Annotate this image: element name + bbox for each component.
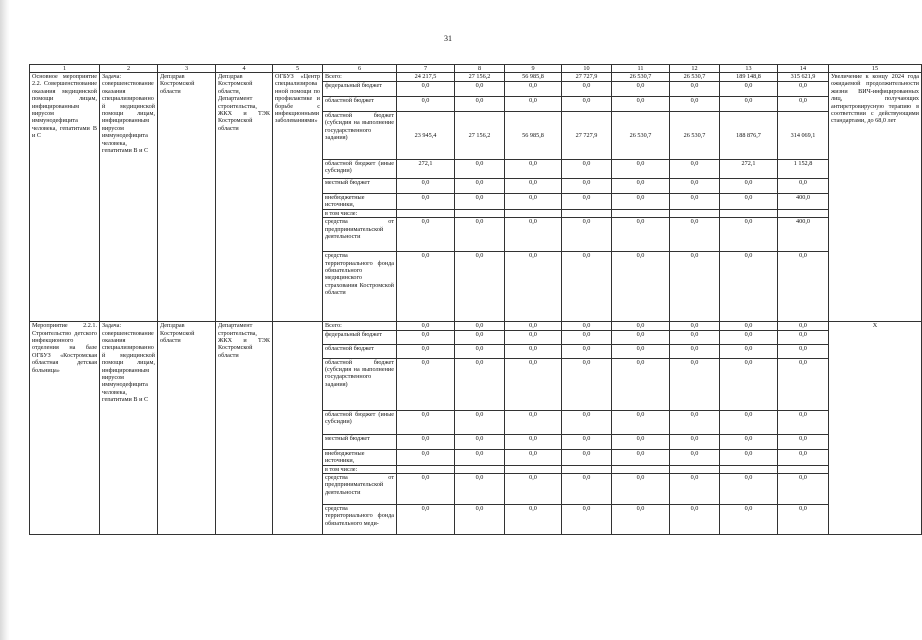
amount-cell: 0,0 — [455, 434, 505, 449]
column-number: 8 — [455, 65, 505, 73]
amount-cell: 0,0 — [778, 505, 829, 535]
amount-cell: 0,0 — [720, 344, 778, 358]
participant-cell: ОГБУЗ «Центр специализированной помощи по профилактике и борьбе с инфекционными заболеваниями» — [273, 73, 323, 322]
amount-cell: 0,0 — [612, 505, 670, 535]
amount-cell: 0,0 — [397, 218, 455, 252]
amount-cell: 0,0 — [670, 179, 720, 194]
customer-cell: Депздрав Костромской области — [158, 322, 216, 535]
amount-cell: 0,0 — [612, 449, 670, 465]
amount-cell: 0,0 — [455, 505, 505, 535]
amount-cell: 0,0 — [778, 449, 829, 465]
amount-cell: 0,0 — [778, 97, 829, 112]
amount-cell — [612, 465, 670, 473]
amount-cell: 0,0 — [397, 358, 455, 410]
amount-cell: 0,0 — [455, 160, 505, 179]
amount-cell: 0,0 — [562, 330, 612, 344]
funding-source-cell: местный бюджет — [323, 179, 397, 194]
funding-source-cell: Всего: — [323, 73, 397, 82]
amount-cell: 0,0 — [397, 97, 455, 112]
participant-cell — [273, 322, 323, 535]
amount-cell: 0,0 — [778, 344, 829, 358]
amount-cell: 0,0 — [670, 410, 720, 434]
amount-cell: 0,0 — [720, 82, 778, 97]
indicator-cell: Увеличение к концу 2024 года ожидаемой продолжительности жизни ВИЧ-инфицированных лиц, получающих антиретровирусную терапию в соответствии с действующими стандартами, до 68,0 лет — [829, 73, 922, 322]
amount-cell: 0,0 — [612, 322, 670, 330]
amount-cell: 56 985,8 — [505, 112, 562, 160]
amount-cell: 0,0 — [505, 410, 562, 434]
amount-cell: 0,0 — [778, 252, 829, 322]
amount-cell: 0,0 — [505, 194, 562, 210]
column-number: 1 — [30, 65, 100, 73]
amount-cell: 0,0 — [455, 218, 505, 252]
column-number: 15 — [829, 65, 922, 73]
column-number: 6 — [323, 65, 397, 73]
amount-cell: 0,0 — [778, 358, 829, 410]
amount-cell: 0,0 — [778, 322, 829, 330]
amount-cell: 0,0 — [455, 97, 505, 112]
amount-cell — [720, 209, 778, 217]
amount-cell: 0,0 — [505, 330, 562, 344]
amount-cell: 0,0 — [397, 505, 455, 535]
financing-table — [29, 64, 922, 535]
amount-cell: 0,0 — [720, 252, 778, 322]
amount-cell: 0,0 — [778, 330, 829, 344]
amount-cell: 0,0 — [505, 218, 562, 252]
amount-cell: 0,0 — [397, 252, 455, 322]
executor-cell: Депздрав Костромской области, Департамент строительства, ЖКХ и ТЭК Костромской области — [216, 73, 273, 322]
amount-cell: 0,0 — [720, 410, 778, 434]
amount-cell — [778, 209, 829, 217]
amount-cell: 27 727,9 — [562, 112, 612, 160]
amount-cell: 0,0 — [397, 82, 455, 97]
amount-cell: 0,0 — [505, 82, 562, 97]
amount-cell: 0,0 — [397, 322, 455, 330]
amount-cell: 0,0 — [778, 474, 829, 505]
column-number: 7 — [397, 65, 455, 73]
amount-cell: 0,0 — [778, 434, 829, 449]
amount-cell: 0,0 — [562, 449, 612, 465]
amount-cell: 0,0 — [612, 160, 670, 179]
amount-cell: 0,0 — [505, 322, 562, 330]
funding-source-cell: средства территориального фонда обязательного медицинского страхования Костромской области — [323, 252, 397, 322]
amount-cell: 0,0 — [562, 358, 612, 410]
amount-cell: 0,0 — [612, 218, 670, 252]
amount-cell: 0,0 — [720, 449, 778, 465]
amount-cell: 0,0 — [720, 97, 778, 112]
amount-cell: 24 217,5 — [397, 73, 455, 82]
amount-cell: 0,0 — [778, 179, 829, 194]
event-cell: Основное мероприятие 2.2. Совершенствование оказания медицинской помощи лицам, инфицированным вирусом иммунодефицита человека, гепатитами В и С — [30, 73, 100, 322]
amount-cell: 0,0 — [505, 358, 562, 410]
amount-cell: 0,0 — [397, 474, 455, 505]
amount-cell: 0,0 — [720, 474, 778, 505]
amount-cell: 0,0 — [455, 179, 505, 194]
amount-cell: 0,0 — [455, 194, 505, 210]
amount-cell: 27 156,2 — [455, 112, 505, 160]
amount-cell: 0,0 — [455, 330, 505, 344]
amount-cell: 0,0 — [505, 97, 562, 112]
funding-source-cell: федеральный бюджет — [323, 82, 397, 97]
amount-cell: 0,0 — [455, 322, 505, 330]
amount-cell: 0,0 — [778, 410, 829, 434]
amount-cell: 0,0 — [670, 218, 720, 252]
amount-cell: 272,1 — [397, 160, 455, 179]
amount-cell: 0,0 — [562, 218, 612, 252]
amount-cell: 0,0 — [670, 252, 720, 322]
column-number: 9 — [505, 65, 562, 73]
amount-cell: 0,0 — [670, 434, 720, 449]
amount-cell: 0,0 — [455, 474, 505, 505]
amount-cell: 272,1 — [720, 160, 778, 179]
amount-cell: 0,0 — [670, 358, 720, 410]
page-number: 31 — [444, 34, 452, 43]
amount-cell — [670, 209, 720, 217]
amount-cell: 0,0 — [720, 330, 778, 344]
amount-cell: 0,0 — [778, 82, 829, 97]
funding-source-cell: федеральный бюджет — [323, 330, 397, 344]
amount-cell — [562, 465, 612, 473]
table-row — [30, 322, 922, 330]
amount-cell: 0,0 — [455, 252, 505, 322]
amount-cell: 0,0 — [562, 434, 612, 449]
amount-cell: 0,0 — [720, 322, 778, 330]
amount-cell: 0,0 — [455, 410, 505, 434]
amount-cell: 0,0 — [562, 410, 612, 434]
amount-cell: 0,0 — [612, 179, 670, 194]
amount-cell: 0,0 — [720, 358, 778, 410]
scan-edge-shadow — [0, 0, 10, 640]
amount-cell: 0,0 — [670, 330, 720, 344]
table-row — [30, 73, 922, 82]
amount-cell: 26 530,7 — [612, 112, 670, 160]
amount-cell: 26 530,7 — [670, 73, 720, 82]
column-number: 11 — [612, 65, 670, 73]
amount-cell: 0,0 — [612, 330, 670, 344]
amount-cell: 0,0 — [562, 474, 612, 505]
amount-cell: 0,0 — [612, 410, 670, 434]
funding-source-cell: в том числе: — [323, 465, 397, 473]
amount-cell: 0,0 — [505, 474, 562, 505]
event-cell: Мероприятие 2.2.1. Строительство детского инфекционного отделения на базе ОГБУЗ «Костромская областная детская больница» — [30, 322, 100, 535]
amount-cell: 0,0 — [670, 160, 720, 179]
amount-cell: 0,0 — [670, 449, 720, 465]
amount-cell: 0,0 — [397, 434, 455, 449]
amount-cell: 0,0 — [562, 505, 612, 535]
amount-cell — [612, 209, 670, 217]
amount-cell: 0,0 — [562, 97, 612, 112]
amount-cell: 0,0 — [562, 322, 612, 330]
amount-cell: 0,0 — [505, 344, 562, 358]
customer-cell: Депздрав Костромской области — [158, 73, 216, 322]
funding-source-cell: Всего: — [323, 322, 397, 330]
table-body — [30, 65, 922, 535]
amount-cell — [778, 465, 829, 473]
amount-cell: 0,0 — [720, 434, 778, 449]
amount-cell: 0,0 — [562, 82, 612, 97]
amount-cell: 0,0 — [562, 252, 612, 322]
amount-cell: 0,0 — [562, 344, 612, 358]
amount-cell: 0,0 — [505, 252, 562, 322]
amount-cell — [455, 465, 505, 473]
amount-cell: 26 530,7 — [670, 112, 720, 160]
amount-cell: 0,0 — [720, 179, 778, 194]
amount-cell: 0,0 — [397, 179, 455, 194]
amount-cell — [397, 209, 455, 217]
amount-cell: 0,0 — [670, 194, 720, 210]
column-number: 14 — [778, 65, 829, 73]
amount-cell: 189 148,8 — [720, 73, 778, 82]
amount-cell: 0,0 — [397, 449, 455, 465]
amount-cell — [505, 209, 562, 217]
amount-cell: 23 945,4 — [397, 112, 455, 160]
column-numbers-row — [30, 65, 922, 73]
amount-cell: 0,0 — [612, 474, 670, 505]
amount-cell: 400,0 — [778, 194, 829, 210]
amount-cell: 0,0 — [670, 97, 720, 112]
amount-cell: 0,0 — [670, 505, 720, 535]
amount-cell: 0,0 — [505, 449, 562, 465]
amount-cell — [505, 465, 562, 473]
column-number: 2 — [100, 65, 158, 73]
funding-source-cell: средства территориального фонда обязательного меди- — [323, 505, 397, 535]
funding-source-cell: областной бюджет (иные субсидии) — [323, 160, 397, 179]
task-cell: Задача: совершенствование оказания специализированной медицинской помощи лицам, инфицированным вирусом иммунодефицита человека, гепатитами В и С — [100, 322, 158, 535]
amount-cell: 0,0 — [720, 505, 778, 535]
amount-cell: 0,0 — [612, 434, 670, 449]
amount-cell: 0,0 — [612, 97, 670, 112]
amount-cell: 0,0 — [455, 344, 505, 358]
amount-cell — [562, 209, 612, 217]
column-number: 12 — [670, 65, 720, 73]
amount-cell — [455, 209, 505, 217]
executor-cell: Департамент строительства, ЖКХ и ТЭК Костромской области — [216, 322, 273, 535]
amount-cell: 0,0 — [505, 160, 562, 179]
funding-source-cell: областной бюджет (субсидия на выполнение государственного задания) — [323, 358, 397, 410]
funding-source-cell: в том числе: — [323, 209, 397, 217]
amount-cell: 0,0 — [562, 179, 612, 194]
amount-cell: 0,0 — [455, 449, 505, 465]
amount-cell: 0,0 — [562, 160, 612, 179]
amount-cell: 0,0 — [612, 82, 670, 97]
amount-cell: 0,0 — [455, 82, 505, 97]
funding-source-cell: внебюджетные источники, — [323, 194, 397, 210]
column-number: 5 — [273, 65, 323, 73]
funding-source-cell: внебюджетные источники, — [323, 449, 397, 465]
amount-cell: 188 876,7 — [720, 112, 778, 160]
amount-cell: 0,0 — [612, 252, 670, 322]
amount-cell: 0,0 — [612, 194, 670, 210]
amount-cell: 0,0 — [505, 434, 562, 449]
amount-cell: 0,0 — [455, 358, 505, 410]
amount-cell: 1 152,8 — [778, 160, 829, 179]
funding-source-cell: местный бюджет — [323, 434, 397, 449]
amount-cell: 0,0 — [397, 410, 455, 434]
amount-cell: 27 156,2 — [455, 73, 505, 82]
column-number: 10 — [562, 65, 612, 73]
amount-cell: 0,0 — [670, 322, 720, 330]
indicator-cell: Х — [829, 322, 922, 535]
column-number: 3 — [158, 65, 216, 73]
amount-cell: 56 985,8 — [505, 73, 562, 82]
amount-cell: 0,0 — [562, 194, 612, 210]
amount-cell: 0,0 — [397, 194, 455, 210]
amount-cell: 0,0 — [720, 218, 778, 252]
amount-cell: 315 621,9 — [778, 73, 829, 82]
amount-cell: 0,0 — [397, 344, 455, 358]
funding-source-cell: областной бюджет — [323, 344, 397, 358]
funding-source-cell: областной бюджет (иные субсидии) — [323, 410, 397, 434]
column-number: 4 — [216, 65, 273, 73]
funding-source-cell: областной бюджет — [323, 97, 397, 112]
funding-source-cell: средства от предпринимательской деятельности — [323, 474, 397, 505]
amount-cell: 0,0 — [670, 474, 720, 505]
amount-cell: 26 530,7 — [612, 73, 670, 82]
amount-cell: 0,0 — [670, 344, 720, 358]
amount-cell: 0,0 — [397, 330, 455, 344]
amount-cell — [670, 465, 720, 473]
task-cell: Задача: совершенствование оказания специализированной медицинской помощи лицам, инфицированным вирусом иммунодефицита человека, гепатитами В и С — [100, 73, 158, 322]
amount-cell: 400,0 — [778, 218, 829, 252]
amount-cell: 27 727,9 — [562, 73, 612, 82]
amount-cell: 0,0 — [505, 505, 562, 535]
amount-cell: 0,0 — [720, 194, 778, 210]
amount-cell — [720, 465, 778, 473]
amount-cell — [397, 465, 455, 473]
amount-cell: 314 069,1 — [778, 112, 829, 160]
amount-cell: 0,0 — [612, 344, 670, 358]
amount-cell: 0,0 — [505, 179, 562, 194]
column-number: 13 — [720, 65, 778, 73]
funding-source-cell: средства от предпринимательской деятельности — [323, 218, 397, 252]
amount-cell: 0,0 — [612, 358, 670, 410]
amount-cell: 0,0 — [670, 82, 720, 97]
funding-source-cell: областной бюджет (субсидия на выполнение государственного задания) — [323, 112, 397, 160]
